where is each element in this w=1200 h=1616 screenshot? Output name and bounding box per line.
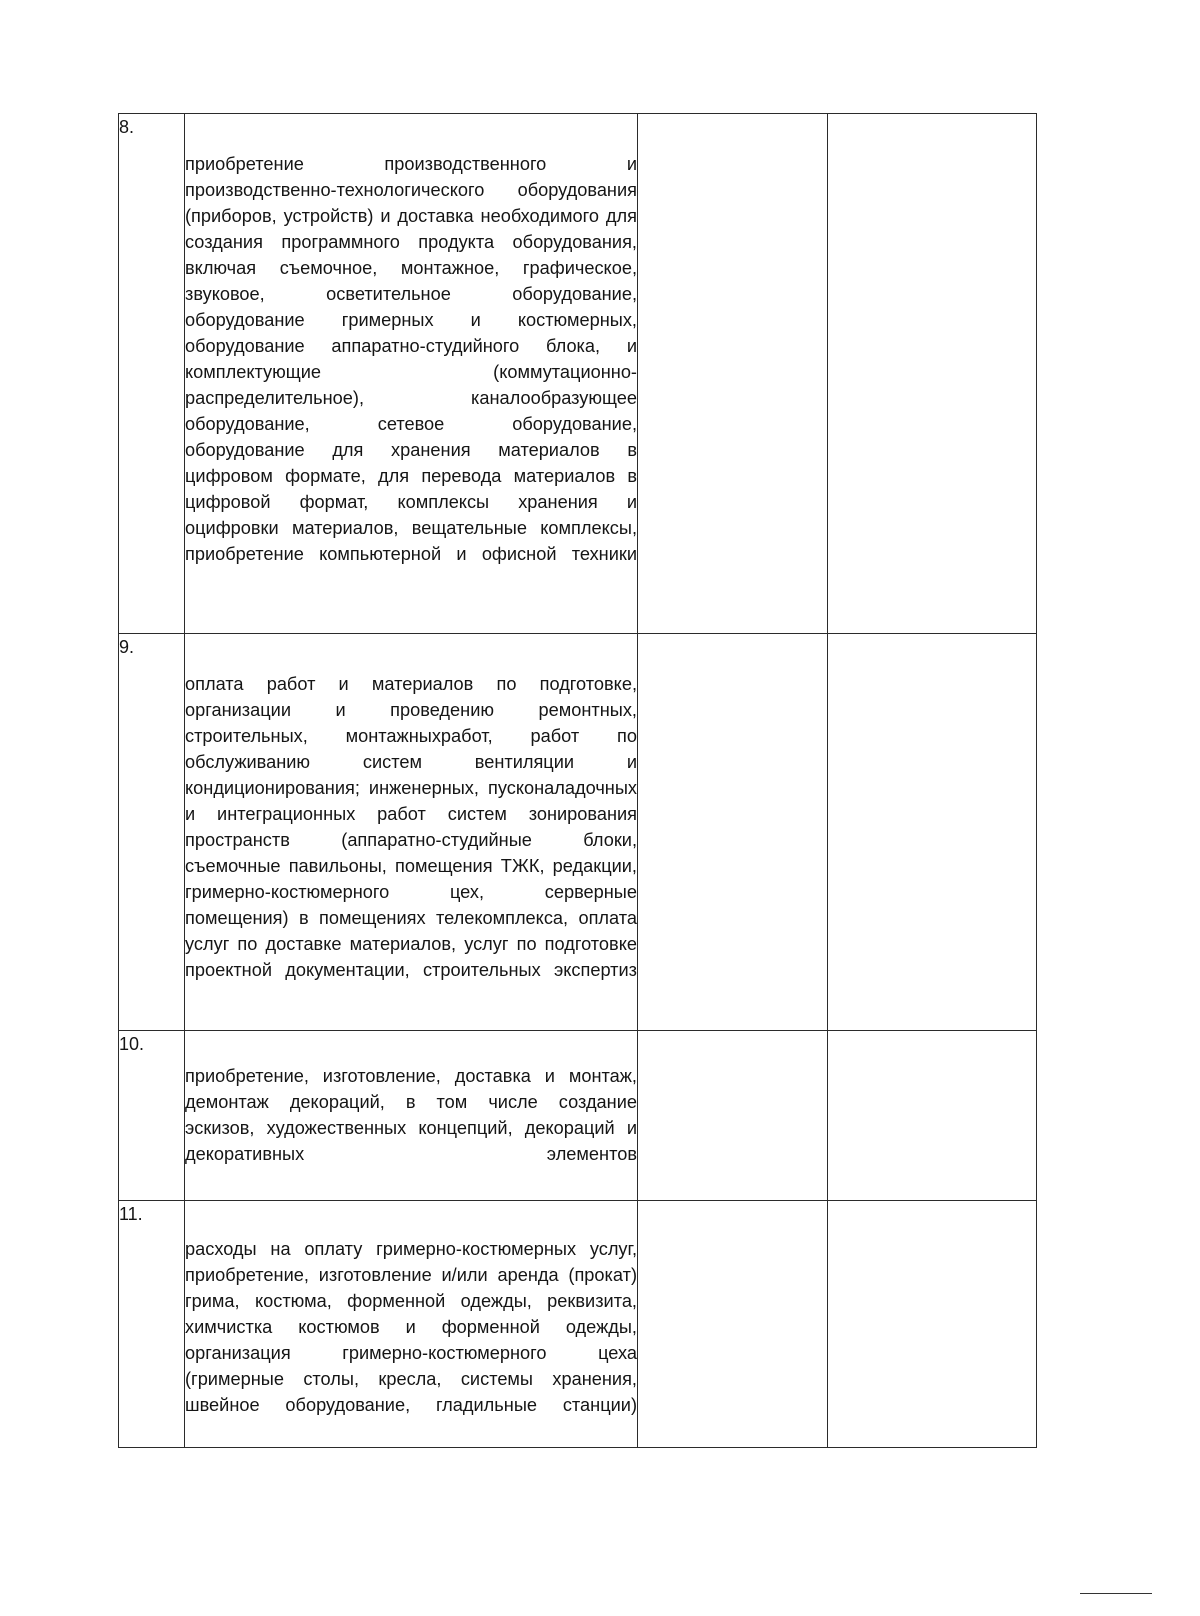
row-description: приобретение, изготовление, доставка и монтаж, демонтаж декораций, в том числе создание эскизов, художественных концепций, декораций и декоративных элементов [185, 1066, 637, 1164]
footer-rule [1080, 1593, 1152, 1594]
row-number: 11. [119, 1201, 185, 1448]
empty-cell [638, 114, 828, 634]
empty-cell [638, 634, 828, 1031]
table-row [119, 114, 1037, 634]
row-description: оплата работ и материалов по подготовке, организации и проведению ремонтных, строительных, монтажныхработ, работ по обслуживанию систем вентиляции и кондиционирования; инженерных, пусконаладочных и интеграционных работ систем зонирования пространств (аппаратно-студийные блоки, съемочные павильоны, помещения ТЖК, редакции, гримерно-костюмерного цех, серверные помещения) в помещениях телекомплекса, оплата услуг по доставке материалов, услуг по подготовке проектной документации, строительных экспертиз [185, 674, 637, 980]
row-description-cell [185, 1031, 638, 1201]
empty-cell [828, 114, 1037, 634]
empty-cell [828, 634, 1037, 1031]
empty-cell [638, 1031, 828, 1201]
row-description-cell [185, 634, 638, 1031]
row-description: расходы на оплату гримерно-костюмерных услуг, приобретение, изготовление и/или аренда (прокат) грима, костюма, форменной одежды, реквизита, химчистка костюмов и форменной одежды, организация гримерно-костюмерного цеха (гримерные столы, кресла, системы хранения, швейное оборудование, гладильные станции) [185, 1239, 637, 1415]
table-row [119, 1201, 1037, 1448]
row-number: 8. [119, 114, 185, 634]
empty-cell [828, 1201, 1037, 1448]
expense-table [118, 113, 1037, 1448]
row-description: приобретение производственного и производственно-технологического оборудования (приборов, устройств) и доставка необходимого для создания программного продукта оборудования, включая съемочное, монтажное, графическое, звуковое, осветительное оборудование, оборудование гримерных и костюмерных, оборудование аппаратно-студийного блока, и комплектующие (коммутационно-распределительное), каналообразующее оборудование, сетевое оборудование, оборудование для хранения материалов в цифровом формате, для перевода материалов в цифровой формат, комплексы хранения и оцифровки материалов, вещательные комплексы, приобретение компьютерной и офисной техники [185, 154, 637, 564]
table-row [119, 634, 1037, 1031]
empty-cell [638, 1201, 828, 1448]
row-number: 9. [119, 634, 185, 1031]
table-row [119, 1031, 1037, 1201]
row-description-cell [185, 1201, 638, 1448]
empty-cell [828, 1031, 1037, 1201]
row-description-cell [185, 114, 638, 634]
row-number: 10. [119, 1031, 185, 1201]
